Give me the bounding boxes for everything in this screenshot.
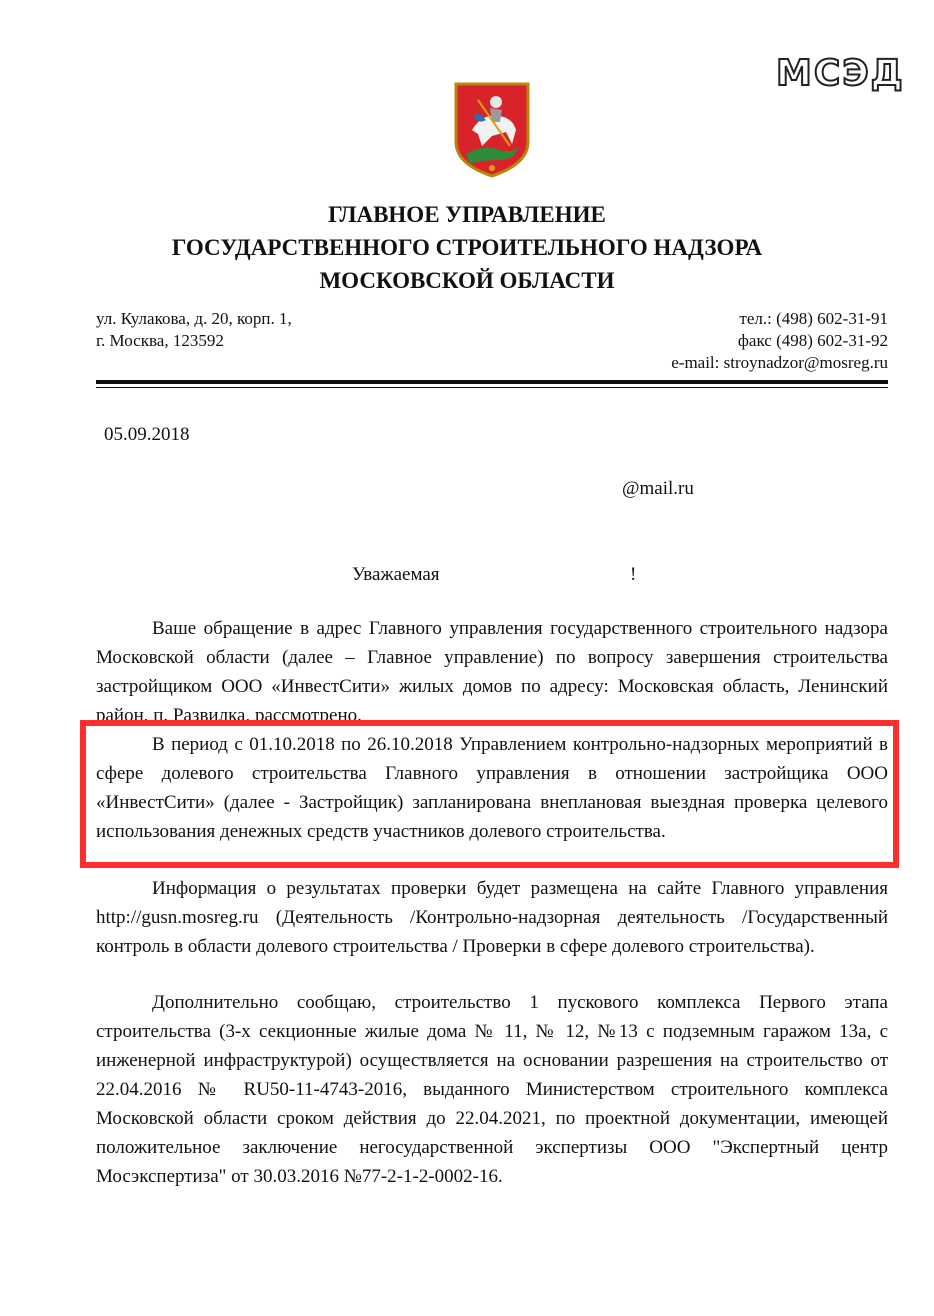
- contact-email: e-mail: stroynadzor@mosreg.ru: [671, 353, 888, 372]
- letter-date: 05.09.2018: [104, 424, 190, 445]
- postal-address: [96, 308, 292, 352]
- org-title-line2: ГОСУДАРСТВЕННОГО СТРОИТЕЛЬНОГО НАДЗОРА: [171, 235, 763, 260]
- salutation-text: Уважаемая: [352, 564, 440, 585]
- paragraph-appeal: Ваше обращение в адрес Главного управления государственного строительного надзора Московской области (далее – Главное управление) по вопросу завершения строительства застройщиком ООО «ИнвестСити» жилых домов по адресу: Московская область, Ленинский район, п. Развилка, рассмотрено.: [96, 618, 888, 726]
- contact-block: [671, 308, 888, 374]
- recipient-email: @mail.ru: [622, 478, 694, 499]
- salutation-exclamation: !: [630, 564, 637, 585]
- header-divider-thin: [96, 387, 888, 388]
- fax-number: факс (498) 602-31-92: [737, 331, 888, 350]
- address-line2: г. Москва, 123592: [96, 331, 224, 350]
- salutation: [352, 564, 652, 586]
- highlight-frame: [80, 720, 899, 868]
- organization-title: [60, 198, 874, 297]
- org-title-line3: МОСКОВСКОЙ ОБЛАСТИ: [319, 268, 615, 293]
- paragraph-permit-details: Дополнительно сообщаю, строительство 1 пускового комплекса Первого этапа строительства (3-х секционные жилые дома № 11, № 12, №13 с подземным гаражом 13а, с инженерной инфраструктурой) осуществляется на основании разрешения на строительство от 22.04.2016 № RU50-11-4743-2016, выданного Министерством строительного комплекса Московской области сроком действия до 22.04.2021, по проектной документации, имеющей положительное заключение негосударственной экспертизы ООО "Экспертный центр Мосэкспертиза" от 30.03.2016 №77-2-1-2-0002-16.: [96, 992, 888, 1187]
- phone-number: тел.: (498) 602-31-91: [739, 309, 888, 328]
- moscow-oblast-coat-of-arms-icon: [452, 80, 532, 178]
- paragraph-inspection: В период с 01.10.2018 по 26.10.2018 Управлением контрольно-надзорных мероприятий в сфере долевого строительства Главного управления в отношении застройщика ООО «ИнвестСити» (далее - Застройщик) запланирована внеплановая выездная проверка целевого использования денежных средств участников долевого строительства.: [96, 734, 888, 842]
- org-title-line1: ГЛАВНОЕ УПРАВЛЕНИЕ: [328, 202, 606, 227]
- paragraph-results-info: Информация о результатах проверки будет размещена на сайте Главного управления http://gusn.mosreg.ru (Деятельность /Контрольно-надзорная деятельность /Государственный контроль в области долевого строительства / Проверки в сфере долевого строительства).: [96, 878, 888, 957]
- header-divider-thick: [96, 380, 888, 384]
- msed-watermark: МСЭД: [776, 53, 905, 94]
- address-line1: ул. Кулакова, д. 20, корп. 1,: [96, 309, 292, 328]
